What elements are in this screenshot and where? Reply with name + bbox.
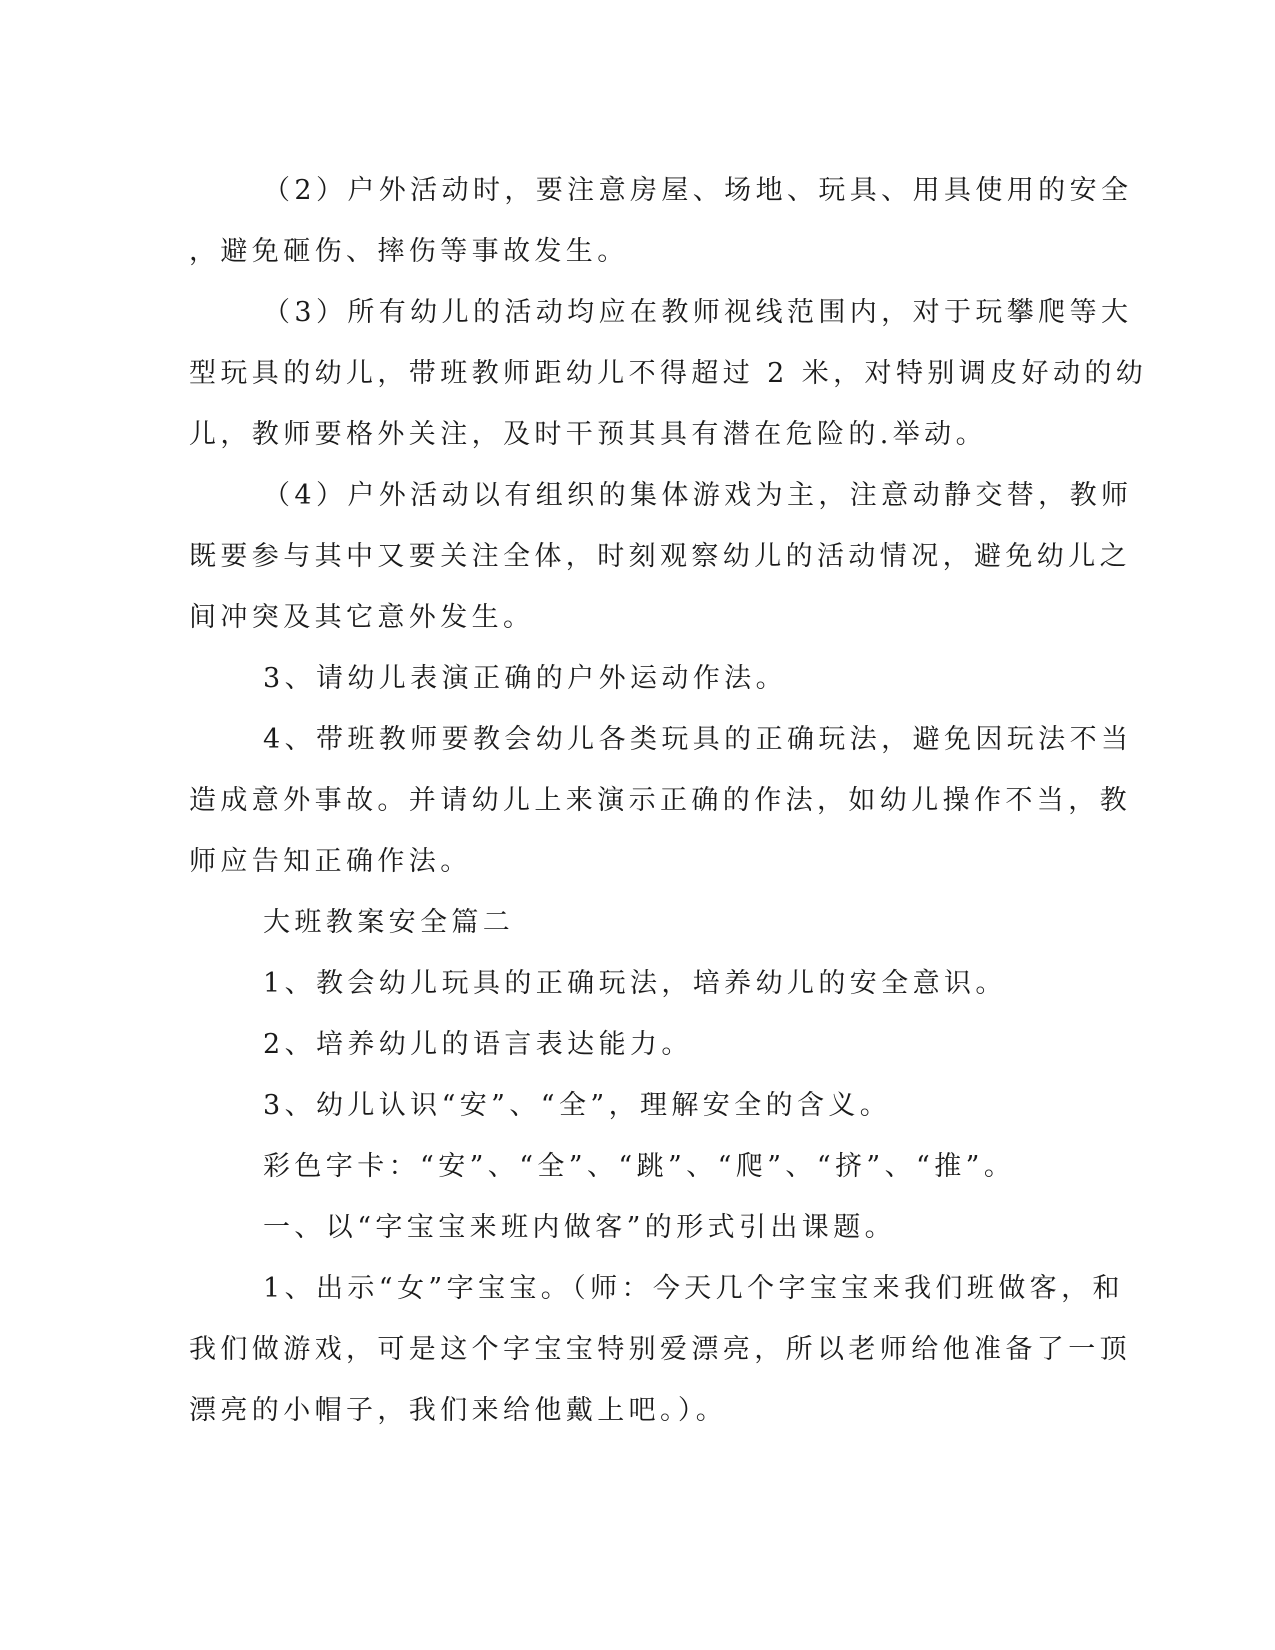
paragraph-line: 我们做游戏，可是这个字宝宝特别爱漂亮，所以老师给他准备了一顶: [189, 1334, 1131, 1365]
paragraph-line: 儿，教师要格外关注，及时干预其具有潜在危险的.举动。: [189, 419, 987, 450]
paragraph-line: 3、请幼儿表演正确的户外运动作法。: [263, 663, 787, 694]
document-body: [189, 160, 1148, 1441]
paragraph-line: 3、幼儿认识“安”、“全”，理解安全的含义。: [263, 1090, 892, 1121]
paragraph-line: （2）户外活动时，要注意房屋、场地、玩具、用具使用的安全: [263, 175, 1133, 206]
paragraph-line: 彩色字卡：“安”、“全”、“跳”、“爬”、“挤”、“推”。: [263, 1151, 1016, 1182]
paragraph-line: ，避免砸伤、摔伤等事故发生。: [189, 236, 629, 267]
paragraph-line: 造成意外事故。并请幼儿上来演示正确的作法，如幼儿操作不当，教: [189, 785, 1131, 816]
paragraph-line: 既要参与其中又要关注全体，时刻观察幼儿的活动情况，避免幼儿之: [189, 541, 1131, 572]
paragraph-line: 1、教会幼儿玩具的正确玩法，培养幼儿的安全意识。: [263, 968, 1007, 999]
paragraph-line: 一、以“字宝宝来班内做客”的形式引出课题。: [263, 1212, 897, 1243]
paragraph-line: 师应告知正确作法。: [189, 846, 472, 877]
paragraph-line: （4）户外活动以有组织的集体游戏为主，注意动静交替，教师: [263, 480, 1133, 511]
section-heading: 大班教案安全篇二: [263, 907, 515, 938]
paragraph-line: 1、出示“女”字宝宝。（师：今天几个字宝宝来我们班做客，和: [263, 1273, 1124, 1304]
paragraph-line: 型玩具的幼儿，带班教师距幼儿不得超过 2 米，对特别调皮好动的幼: [189, 358, 1148, 389]
paragraph-line: 4、带班教师要教会幼儿各类玩具的正确玩法，避免因玩法不当: [263, 724, 1133, 755]
paragraph-line: 漂亮的小帽子，我们来给他戴上吧。）。: [189, 1395, 728, 1426]
paragraph-line: 2、培养幼儿的语言表达能力。: [263, 1029, 693, 1060]
paragraph-line: （3）所有幼儿的活动均应在教师视线范围内，对于玩攀爬等大: [263, 297, 1133, 328]
paragraph-line: 间冲突及其它意外发生。: [189, 602, 535, 633]
